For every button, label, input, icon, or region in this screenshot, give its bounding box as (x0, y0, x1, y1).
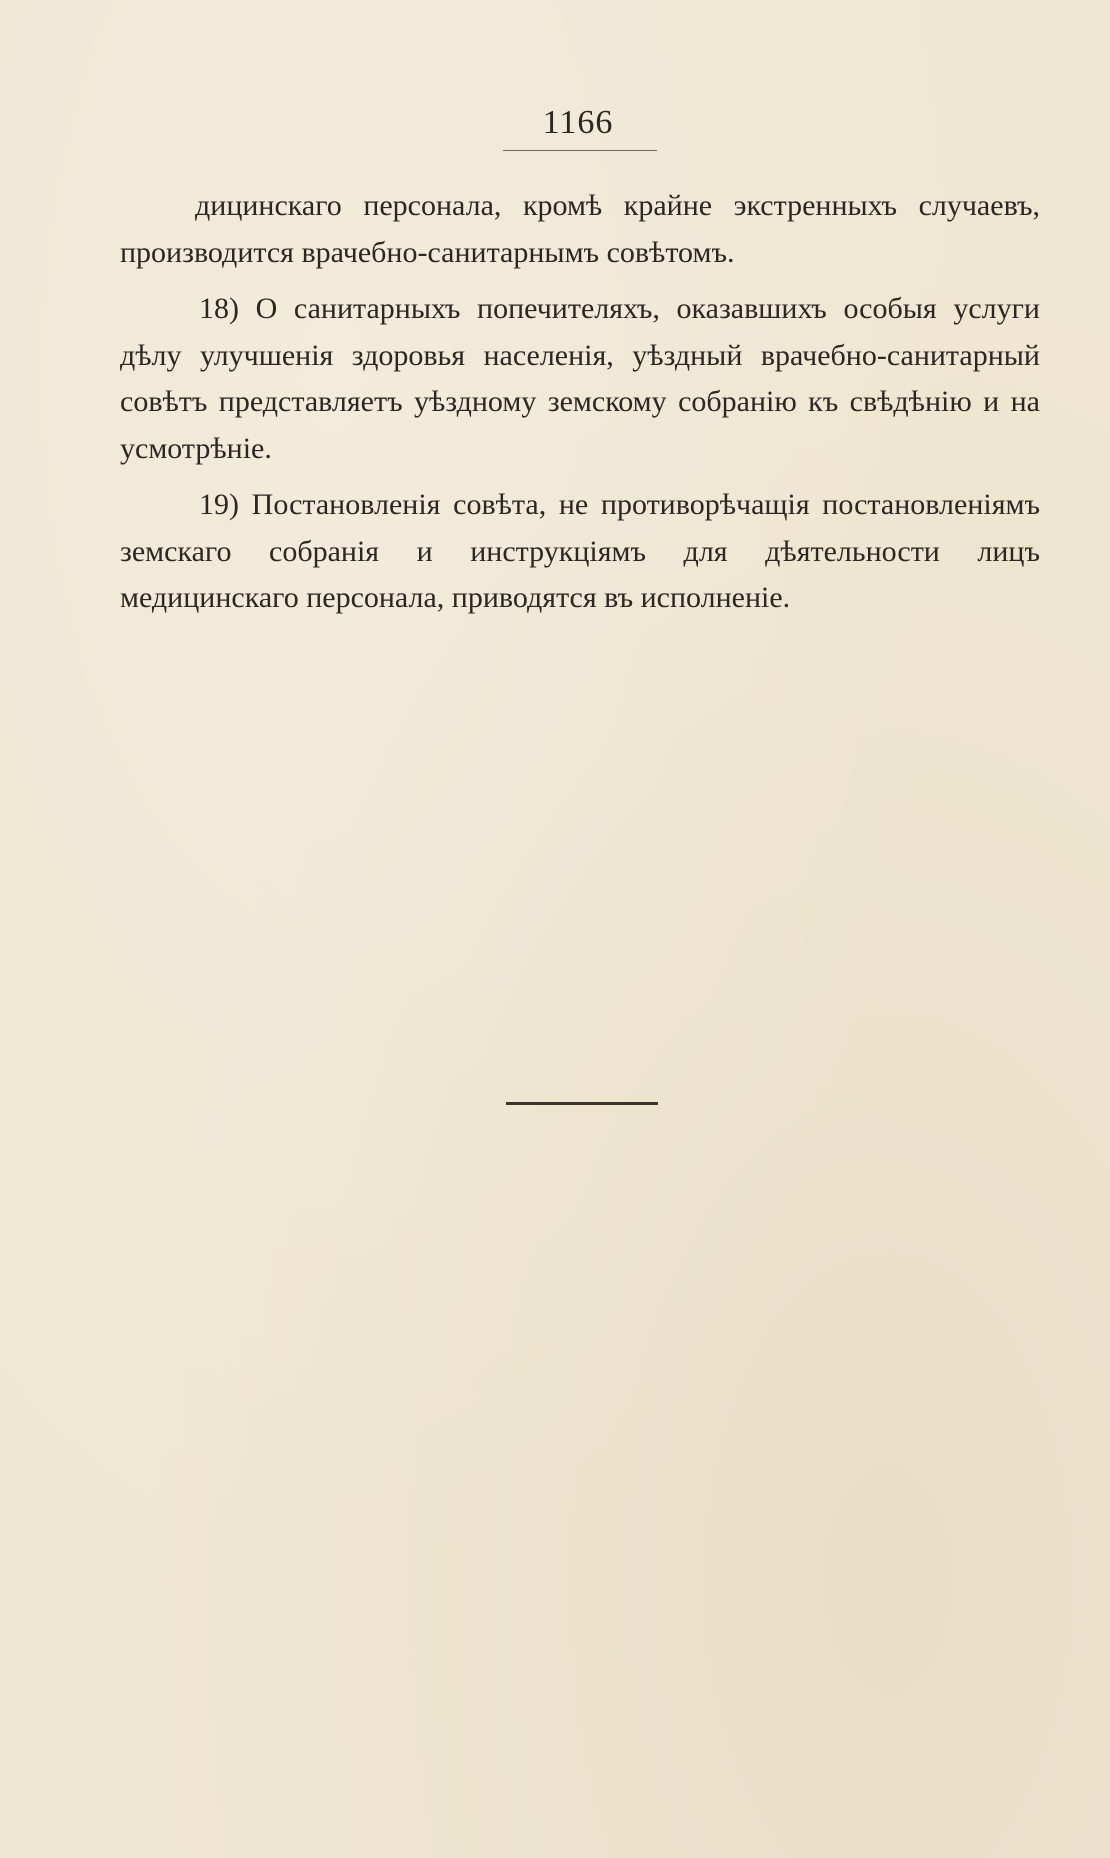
paragraph-continuation: дицинскаго персонала, кромѣ крайне экстренныхъ случаевъ, производится врачебно-санитарнымъ совѣтомъ. (120, 189, 1040, 269)
page-number: 1166 (542, 104, 614, 141)
body-text (120, 183, 1040, 622)
paragraph-item-19: 19) Постановленія совѣта, не противорѣчащія постановленіямъ земскаго собранія и инструкціямъ для дѣятельности лицъ медицинскаго персонала, приводятся въ исполненіе. (120, 488, 1040, 614)
section-end-rule (506, 1102, 658, 1105)
paragraph-item-18: 18) О санитарныхъ попечителяхъ, оказавшихъ особыя услуги дѣлу улучшенія здоровья населенія, уѣздный врачебно-санитарный совѣтъ представляетъ уѣздному земскому собранію къ свѣдѣнію и на усмотрѣніе. (120, 292, 1040, 465)
header-rule (503, 150, 657, 151)
